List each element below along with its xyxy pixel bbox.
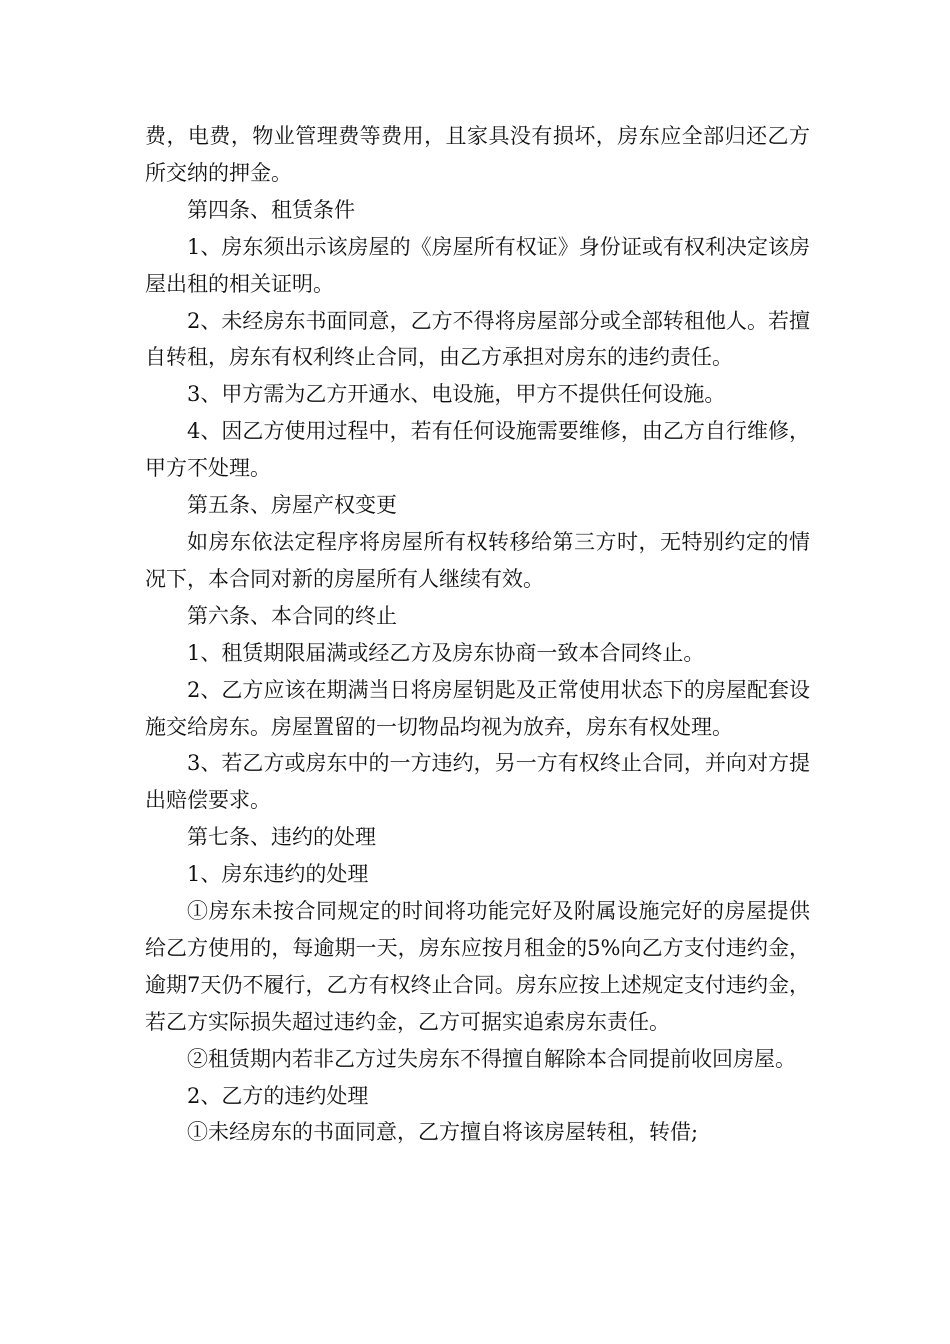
paragraph-article-6-item-3: 3、若乙方或房东中的一方违约，另一方有权终止合同，并向对方提出赔偿要求。 xyxy=(145,751,810,813)
paragraph-article-5: 如房东依法定程序将房屋所有权转移给第三方时，无特别约定的情况下，本合同对新的房屋所有人继续有效。 xyxy=(145,529,810,591)
paragraph-tenant-breach-1: ①未经房东的书面同意，乙方擅自将该房屋转租，转借; xyxy=(187,1120,699,1145)
heading-article-6: 第六条、本合同的终止 xyxy=(187,603,397,628)
document-page xyxy=(145,118,810,1151)
subheading-landlord-breach: 1、房东违约的处理 xyxy=(187,862,369,887)
paragraph-article-4-item-3: 3、甲方需为乙方开通水、电设施，甲方不提供任何设施。 xyxy=(187,382,726,407)
paragraph-article-6-item-1: 1、租赁期限届满或经乙方及房东协商一致本合同终止。 xyxy=(187,640,705,665)
heading-article-5: 第五条、房屋产权变更 xyxy=(187,493,397,518)
paragraph-article-4-item-1: 1、房东须出示该房屋的《房屋所有权证》身份证或有权利决定该房屋出租的相关证明。 xyxy=(145,234,810,296)
paragraph-article-6-item-2: 2、乙方应该在期满当日将房屋钥匙及正常使用状态下的房屋配套设施交给房东。房屋置留的一切物品均视为放弃，房东有权处理。 xyxy=(145,677,810,739)
paragraph-deposit-continuation: 费，电费，物业管理费等费用，且家具没有损坏，房东应全部归还乙方所交纳的押金。 xyxy=(145,124,810,185)
paragraph-article-4-item-2: 2、未经房东书面同意，乙方不得将房屋部分或全部转租他人。若擅自转租，房东有权利终止合同，由乙方承担对房东的违约责任。 xyxy=(145,308,810,370)
heading-article-4: 第四条、租赁条件 xyxy=(187,197,355,222)
paragraph-article-4-item-4: 4、因乙方使用过程中，若有任何设施需要维修，由乙方自行维修，甲方不处理。 xyxy=(145,419,810,481)
paragraph-landlord-breach-2: ②租赁期内若非乙方过失房东不得擅自解除本合同提前收回房屋。 xyxy=(187,1046,796,1071)
paragraph-landlord-breach-1: ①房东未按合同规定的时间将功能完好及附属设施完好的房屋提供给乙方使用的，每逾期一天，房东应按月租金的5%向乙方支付违约金，逾期7天仍不履行，乙方有权终止合同。房东应按上述规定支付违约金，若乙方实际损失超过违约金，乙方可据实追索房东责任。 xyxy=(145,899,810,1034)
heading-article-7: 第七条、违约的处理 xyxy=(187,825,376,850)
subheading-tenant-breach: 2、乙方的违约处理 xyxy=(187,1083,369,1108)
